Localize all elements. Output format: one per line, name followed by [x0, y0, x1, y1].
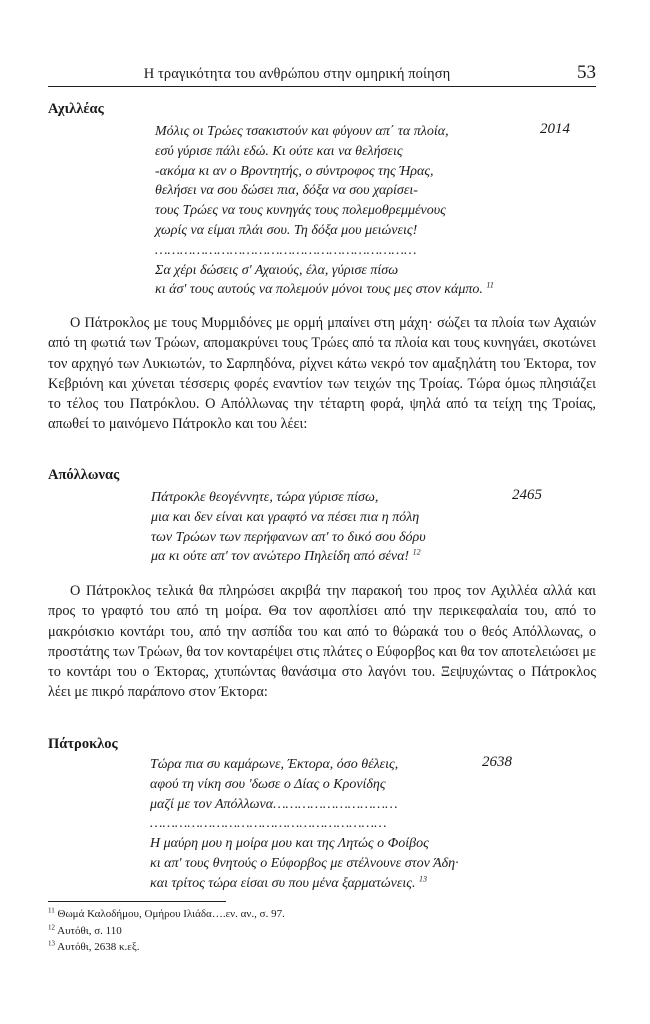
footnote	[48, 923, 285, 940]
verse-number: 2465	[512, 487, 542, 503]
running-title: Η τραγικότητα του ανθρώπου στην ομηρική ποίηση	[143, 66, 451, 82]
verse-line: κι απ' τους θνητούς ο Εύφορβος με στέλνουνε στον Άδη·	[150, 855, 459, 871]
speaker-achilles: Αχιλλέας	[48, 101, 104, 117]
page-number: 53	[577, 62, 596, 83]
verse-line: μαζί με τον Απόλλωνα…………………………	[150, 796, 398, 812]
verse-line: χωρίς να είμαι πλάι σου. Τη δόξα μου μειώνεις!	[155, 222, 418, 238]
footnotes	[48, 906, 285, 956]
verse-line: μια και δεν είναι και γραφτό να πέσει πια η πόλη	[151, 509, 420, 525]
verse-line-text: και τρίτος τώρα είσαι συ που μένα ξαρματώνεις.	[150, 875, 416, 891]
footnote-text: Αυτόθι, σ. 110	[57, 924, 122, 937]
speaker-apollo: Απόλλωνας	[48, 467, 120, 483]
footnote-ref: 11	[486, 280, 494, 290]
footnote-ref: 12	[412, 547, 421, 557]
footnote-text: Θωμά Καλοδήμου, Ομήρου Ιλιάδα….εν. αν., σ. 97.	[57, 908, 285, 920]
footnote-divider	[48, 901, 226, 902]
paragraph-1: Ο Πάτροκλος με τους Μυρμιδόνες με ορμή μπαίνει στη μάχη· σώζει τα πλοία των Αχαιών από τη φωτιά των Τρώων, απομακρύνει τους Τρώες από τα πλοία και τους κυνηγάει, σκοτώνει τον αρχηγό των Λυκιωτών, το Σαρπηδόνα, ρίχνει κάτω νεκρό τον αμαξηλάτη του Έκτορα, τον Κεβριόνη και χύνεται τέσσερις φορές εναντίον των τειχών της Τροίας. Τώρα όμως πλησιάζει το τέλος του Πατρόκλου. Ο Απόλλωνας την τέταρτη φορά, ψηλά από τα τείχη της Τροίας, απωθεί το μαινόμενο Πάτροκλο και του λέει:	[48, 315, 596, 433]
verse-line: Μόλις οι Τρώες τσακιστούν και φύγουν απ΄ τα πλοία,	[155, 124, 449, 139]
verse-ellipsis-line: …………………………………………………	[150, 816, 387, 832]
verse-line: Η μαύρη μου η μοίρα μου και της Λητώς ο Φοίβος	[150, 836, 429, 852]
verse-line: αφού τη νίκη σου 'δωσε ο Δίας ο Κρονίδης	[150, 776, 386, 792]
paragraph-2: Ο Πάτροκλος τελικά θα πληρώσει ακριβά την παρακοή του προς τον Αχιλλέα αλλά και προς το γραφτό του από τη μοίρα. Θα τον αφοπλίσει από την περικεφαλαία του, από το μακρόισκιο κοντάρι του, από την ασπίδα του και από το θώρακά του ο θεός Απόλλωνας, ο προστάτης των Τρώων, θα τον κονταρέψει στις πλάτες ο Εύφορβος και θα τον αποτελειώσει με το κοντάρι του ο Έκτορας, χτυπώντας θανάσιμα στο λαγόνι του. Ξεψυχώντας ο Πάτροκλος λέει με πικρό παράπονο στον Έκτορα:	[48, 583, 596, 701]
verse-line: Τώρα πια συ καμάρωνε, Έκτορα, όσο θέλεις,	[150, 757, 399, 772]
running-header	[48, 62, 596, 87]
verse-line-text: κι άσ' τους αυτούς να πολεμούν μόνοι τους μες στον κάμπο.	[155, 282, 483, 298]
verse-line: τους Τρώες να τους κυνηγάς τους πολεμοθρεμμένους	[155, 203, 446, 219]
verse-line: εσύ γύρισε πάλι εδώ. Κι ούτε και να θελήσεις	[155, 143, 403, 159]
verse-achilles	[155, 122, 494, 300]
footnote-number: 11	[48, 906, 55, 915]
verse-line	[150, 874, 459, 894]
verse-patroclus	[150, 755, 459, 894]
footnote-text: Αυτόθι, 2638 κ.εξ.	[57, 941, 140, 953]
verse-number: 2014	[540, 121, 570, 137]
footnote	[48, 939, 285, 956]
verse-line: Σα χέρι δώσεις σ' Αχαιούς, έλα, γύρισε πίσω	[155, 262, 399, 278]
verse-line: -ακόμα κι αν ο Βροντητής, ο σύντροφος της Ήρας,	[155, 163, 434, 179]
verse-ellipsis-line: ………………………………………………………	[155, 242, 417, 258]
verse-line	[155, 280, 494, 300]
verse-line: των Τρώων των περήφανων απ' το δικό σου δόρυ	[151, 529, 426, 545]
footnote-number: 12	[48, 922, 55, 931]
footnote-ref: 13	[418, 874, 427, 884]
verse-number: 2638	[482, 754, 512, 770]
verse-line-text: μα κι ούτε απ' τον ανώτερο Πηλείδη από σένα!	[151, 549, 410, 565]
verse-line: θελήσει να σου δώσει πια, δόξα να σου χαρίσει-	[155, 183, 418, 199]
footnote	[48, 906, 285, 923]
verse-line: Πάτροκλε θεογέννητε, τώρα γύρισε πίσω,	[151, 490, 379, 505]
speaker-patroclus: Πάτροκλος	[48, 736, 118, 752]
footnote-number: 13	[48, 939, 55, 948]
verse-line	[151, 547, 426, 567]
verse-apollo	[151, 488, 426, 567]
